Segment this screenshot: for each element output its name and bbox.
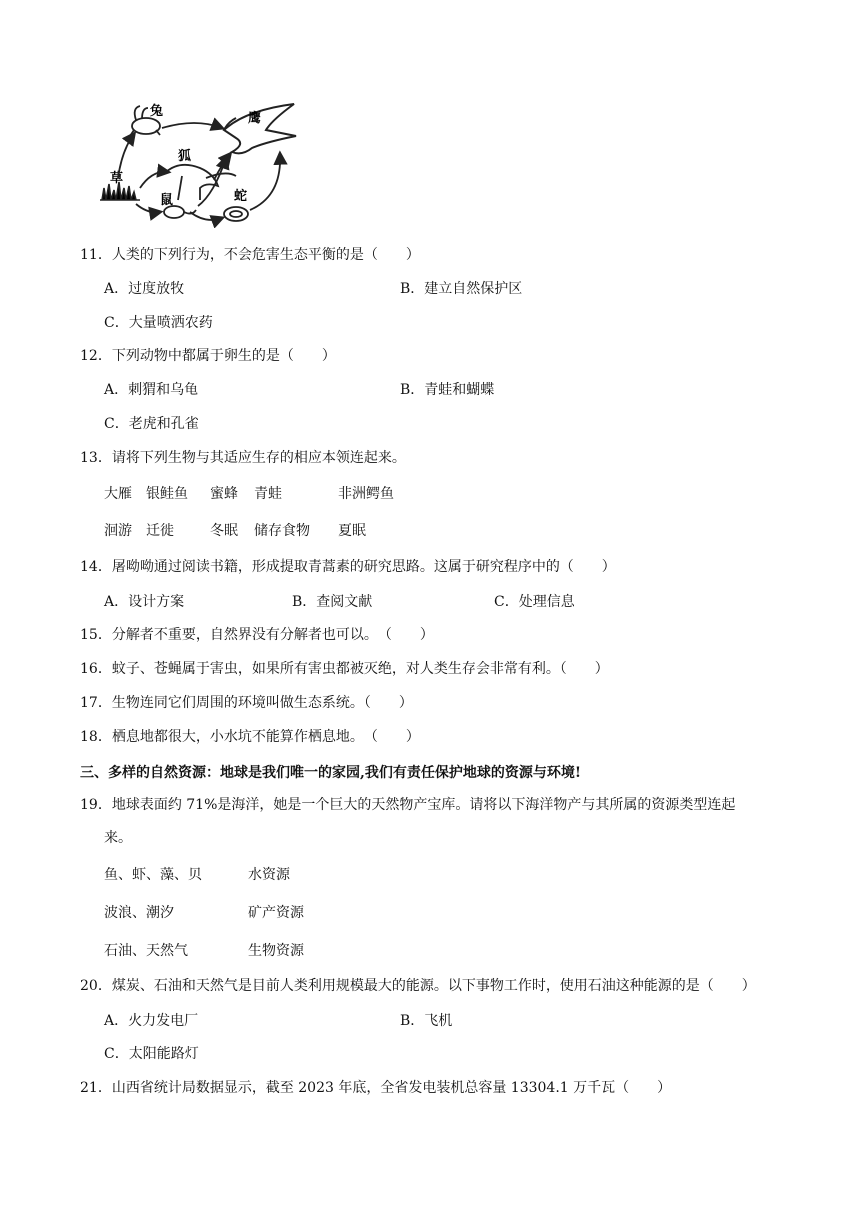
resource-right-item[interactable]: 矿产资源 xyxy=(248,905,304,921)
organism-item[interactable]: 青蛙 xyxy=(254,486,282,502)
food-web-arrows xyxy=(118,123,280,220)
question-15-stem: 15．分解者不重要，自然界没有分解者也可以。 （ ） xyxy=(80,627,434,643)
food-web-figure xyxy=(96,100,316,228)
resource-right-item[interactable]: 水资源 xyxy=(248,867,290,883)
organism-item[interactable]: 银鲑鱼 xyxy=(146,486,188,502)
question-13-stem: 13．请将下列生物与其适应生存的相应本领连起来。 xyxy=(80,450,406,466)
question-21-stem: 21．山西省统计局数据显示，截至 2023 年底，全省发电装机总容量 13304.1 万千瓦（ ） xyxy=(80,1080,672,1096)
question-12-stem: 12．下列动物中都属于卵生的是（ ） xyxy=(80,348,336,364)
question-20-stem: 20．煤炭、石油和天然气是目前人类利用规模最大的能源。以下事物工作时，使用石油这种能源的是（ ） xyxy=(80,978,756,994)
question-19-stem-line2: 来。 xyxy=(104,830,132,846)
ability-item[interactable]: 洄游 xyxy=(104,523,132,539)
question-20-option-a[interactable]: A．火力发电厂 xyxy=(104,1013,199,1029)
label-mouse: 鼠 xyxy=(160,193,174,208)
organism-item[interactable]: 大雁 xyxy=(104,486,132,502)
question-20-option-c[interactable]: C．太阳能路灯 xyxy=(104,1046,199,1062)
resource-right-item[interactable]: 生物资源 xyxy=(248,943,304,959)
question-19-stem-line1: 19．地球表面约 71%是海洋，她是一个巨大的天然物产宝库。请将以下海洋物产与其所属的资源类型连起 xyxy=(80,797,736,813)
question-12-option-c[interactable]: C．老虎和孔雀 xyxy=(104,416,199,432)
question-14-stem: 14．屠呦呦通过阅读书籍，形成提取青蒿素的研究思路。这属于研究程序中的（ ） xyxy=(80,559,616,575)
question-18-stem: 18．栖息地都很大，小水坑不能算作栖息地。 （ ） xyxy=(80,729,420,745)
question-11-option-c[interactable]: C．大量喷洒农药 xyxy=(104,315,213,331)
ability-item[interactable]: 迁徙 xyxy=(146,523,174,539)
resource-left-item[interactable]: 石油、天然气 xyxy=(104,943,188,959)
ability-item[interactable]: 夏眠 xyxy=(338,523,366,539)
question-14-option-c[interactable]: C．处理信息 xyxy=(494,594,575,610)
fox-drawing xyxy=(166,165,236,200)
question-12-option-b[interactable]: B．青蛙和蝴蝶 xyxy=(400,382,495,398)
question-20-option-b[interactable]: B．飞机 xyxy=(400,1013,453,1029)
ability-item[interactable]: 冬眠 xyxy=(210,523,238,539)
resource-left-item[interactable]: 鱼、虾、藻、贝 xyxy=(104,867,202,883)
label-hawk: 鹰 xyxy=(248,111,262,126)
label-grass: 草 xyxy=(110,171,124,186)
question-17-stem: 17．生物连同它们周围的环境叫做生态系统。（ ） xyxy=(80,695,413,711)
label-fox: 狐 xyxy=(178,149,192,164)
label-snake: 蛇 xyxy=(234,189,248,204)
organism-item[interactable]: 非洲鳄鱼 xyxy=(338,486,394,502)
section-3-title: 三、多样的自然资源：地球是我们唯一的家园,我们有责任保护地球的资源与环境! xyxy=(80,765,582,781)
snake-drawing xyxy=(224,207,248,221)
question-11-option-a[interactable]: A．过度放牧 xyxy=(104,281,185,297)
resource-left-item[interactable]: 波浪、潮汐 xyxy=(104,905,174,921)
question-11-option-b[interactable]: B．建立自然保护区 xyxy=(400,281,523,297)
question-16-stem: 16．蚊子、苍蝇属于害虫，如果所有害虫都被灭绝，对人类生存会非常有利。（ ） xyxy=(80,661,609,677)
question-12-option-a[interactable]: A．刺猬和乌龟 xyxy=(104,382,199,398)
question-14-option-b[interactable]: B．查阅文献 xyxy=(292,594,373,610)
ability-item[interactable]: 储存食物 xyxy=(254,523,310,539)
organism-item[interactable]: 蜜蜂 xyxy=(210,486,238,502)
question-11-stem: 11．人类的下列行为，不会危害生态平衡的是（ ） xyxy=(80,247,420,263)
question-14-option-a[interactable]: A．设计方案 xyxy=(104,594,185,610)
label-rabbit: 兔 xyxy=(150,104,164,119)
